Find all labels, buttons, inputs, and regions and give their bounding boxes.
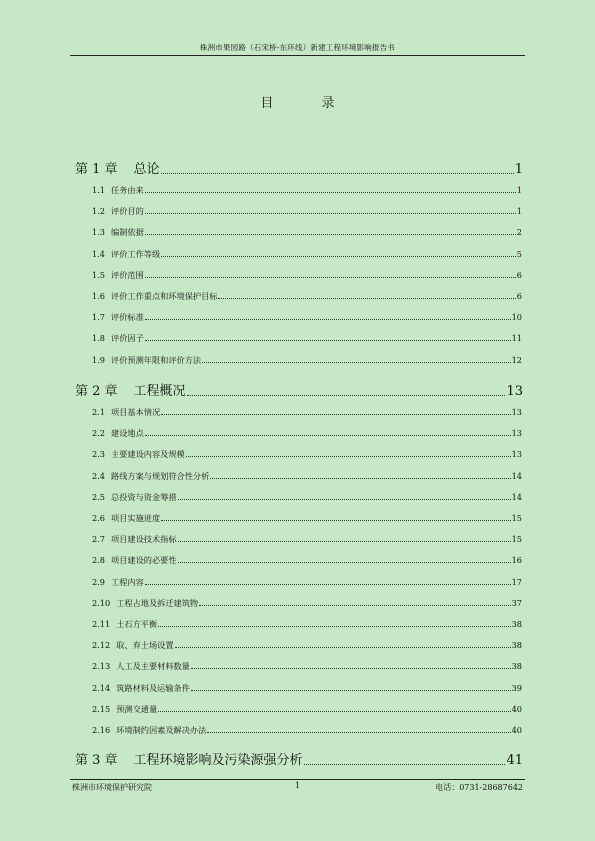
toc-leader-dots xyxy=(178,562,511,563)
toc-section-entry[interactable] xyxy=(92,704,522,715)
toc-entry-title: 工程概况 xyxy=(133,384,186,399)
toc-entry-page: 1 xyxy=(514,162,523,177)
toc-section-entry[interactable] xyxy=(92,513,522,524)
toc-leader-dots xyxy=(191,668,511,669)
toc-entry-label xyxy=(92,407,160,418)
toc-entry-number: 第 1 章 xyxy=(75,162,118,177)
toc-leader-dots xyxy=(145,340,511,341)
toc-entry-label xyxy=(92,492,177,503)
toc-leader-dots xyxy=(207,732,510,733)
toc-section-entry[interactable] xyxy=(92,492,522,503)
toc-entry-page: 14 xyxy=(511,491,522,502)
toc-entry-label xyxy=(92,449,185,460)
toc-entry-label xyxy=(92,555,177,566)
toc-entry-title: 项目建设技术指标 xyxy=(111,534,177,545)
toc-section-entry[interactable] xyxy=(92,640,522,651)
toc-entry-page: 1 xyxy=(516,185,522,195)
toc-entry-number: 2.13 xyxy=(92,661,111,672)
toc-section-entry[interactable] xyxy=(92,312,522,323)
toc-entry-number: 1.2 xyxy=(92,206,106,217)
toc-leader-dots xyxy=(187,395,506,396)
toc-entry-page: 5 xyxy=(516,248,522,259)
toc-section-entry[interactable] xyxy=(92,598,522,609)
toc-section-entry[interactable] xyxy=(92,428,522,439)
toc-leader-dots xyxy=(175,647,511,648)
toc-entry-number: 2.16 xyxy=(92,725,111,735)
toc-entry-title: 评价范围 xyxy=(111,269,144,280)
toc-entry-label xyxy=(92,428,144,439)
toc-section-entry[interactable] xyxy=(92,249,522,260)
toc-entry-title: 评价工作重点和环境保护目标 xyxy=(111,291,218,301)
toc-entry-number: 2.3 xyxy=(92,449,106,460)
footer-rule xyxy=(70,779,525,780)
toc-leader-dots xyxy=(158,626,510,627)
toc-leader-dots xyxy=(210,478,510,479)
toc-section-entry[interactable] xyxy=(92,619,522,630)
toc-section-entry[interactable] xyxy=(92,185,522,196)
toc-leader-dots xyxy=(145,277,516,278)
toc-entry-title: 项目基本情况 xyxy=(111,407,161,417)
toc-section-entry[interactable] xyxy=(92,227,522,238)
toc-entry-page: 15 xyxy=(511,534,522,545)
toc-section-entry[interactable] xyxy=(92,333,522,344)
toc-entry-label xyxy=(92,206,144,217)
toc-entry-title: 主要建设内容及规模 xyxy=(111,449,185,460)
toc-entry-title: 项目实施进度 xyxy=(111,513,161,523)
toc-entry-title: 总投资与资金筹措 xyxy=(111,491,177,502)
toc-entry-title: 预测交通量 xyxy=(116,703,158,714)
footer-phone: 电话：0731-28687642 xyxy=(435,783,523,792)
toc-entry-label xyxy=(92,471,209,482)
footer-organization: 株洲市环境保护研究院 xyxy=(72,783,152,792)
toc-section-entry[interactable] xyxy=(92,355,522,366)
toc-section-entry[interactable] xyxy=(92,661,522,672)
toc-section-entry[interactable] xyxy=(92,407,522,418)
toc-entry-title: 人工及主要材料数量 xyxy=(116,661,190,672)
toc-entry-label xyxy=(92,270,144,281)
toc-entry-number: 2.5 xyxy=(92,491,106,502)
toc-entry-label xyxy=(92,661,190,672)
toc-leader-dots xyxy=(145,319,511,320)
toc-entry-page: 13 xyxy=(506,384,523,399)
toc-entry-page: 38 xyxy=(511,619,522,629)
toc-section-entry[interactable] xyxy=(92,449,522,460)
toc-entry-label xyxy=(92,333,144,344)
toc-entry-title: 任务由来 xyxy=(111,185,144,195)
toc-leader-dots xyxy=(145,192,516,193)
header-rule xyxy=(70,55,525,56)
toc-entry-number: 1.8 xyxy=(92,333,106,344)
toc-entry-label xyxy=(75,380,186,399)
toc-entry-page: 13 xyxy=(511,428,522,439)
toc-entry-number: 2.15 xyxy=(92,703,111,714)
toc-entry-number: 2.6 xyxy=(92,513,106,523)
toc-entry-label xyxy=(92,534,177,545)
toc-entry-title: 工程占地及拆迁建筑物 xyxy=(116,597,199,608)
toc-entry-title: 评价标准 xyxy=(111,312,144,323)
toc-entry-page: 37 xyxy=(511,597,522,608)
toc-section-entry[interactable] xyxy=(92,206,522,217)
toc-title xyxy=(0,92,595,111)
toc-entry-number: 1.5 xyxy=(92,269,106,280)
toc-leader-dots xyxy=(145,435,511,436)
toc-entry-page: 6 xyxy=(516,291,522,301)
toc-section-entry[interactable] xyxy=(92,725,522,736)
toc-entry-title: 评价目的 xyxy=(111,206,144,217)
toc-section-entry[interactable] xyxy=(92,577,522,588)
toc-entry-title: 工程环境影响及污染源强分析 xyxy=(133,753,303,768)
toc-leader-dots xyxy=(161,173,514,174)
toc-entry-title: 工程内容 xyxy=(111,576,144,587)
toc-section-entry[interactable] xyxy=(92,270,522,281)
toc-entry-number: 1.7 xyxy=(92,312,106,323)
toc-leader-dots xyxy=(202,362,510,363)
toc-section-entry[interactable] xyxy=(92,291,522,302)
toc-entry-number: 1.1 xyxy=(92,185,106,195)
toc-section-entry[interactable] xyxy=(92,534,522,545)
toc-entry-page: 6 xyxy=(516,269,522,280)
toc-entry-page: 38 xyxy=(511,640,522,651)
toc-leader-dots xyxy=(178,499,511,500)
toc-entry-page: 17 xyxy=(511,576,522,587)
toc-entry-number: 1.4 xyxy=(92,248,106,259)
toc-entry-label xyxy=(92,704,157,715)
toc-entry-page: 41 xyxy=(506,753,523,768)
toc-section-entry[interactable] xyxy=(92,471,522,482)
toc-entry-title: 评价预测年限和评价方法 xyxy=(111,354,202,365)
toc-leader-dots xyxy=(145,584,511,585)
toc-entry-page: 40 xyxy=(511,703,522,714)
toc-entry-label xyxy=(92,577,144,588)
toc-entry-label xyxy=(92,291,217,302)
toc-entry-page: 13 xyxy=(511,449,522,460)
toc-entry-page: 39 xyxy=(511,682,522,693)
toc-entry-label xyxy=(92,185,144,196)
toc-entry-number: 2.14 xyxy=(92,682,111,693)
toc-entry-title: 编制依据 xyxy=(111,227,144,238)
toc-entry-page: 2 xyxy=(516,227,522,238)
toc-entry-page: 1 xyxy=(516,206,522,217)
toc-entry-label xyxy=(92,513,160,524)
toc-entry-number: 2.9 xyxy=(92,576,106,587)
toc-leader-dots xyxy=(161,414,510,415)
toc-entry-label xyxy=(92,249,160,260)
toc-entry-number: 2.11 xyxy=(92,619,111,629)
toc-entry-page: 40 xyxy=(511,725,522,735)
toc-entry-label xyxy=(92,725,206,736)
toc-entry-page: 14 xyxy=(511,470,522,481)
toc-section-entry[interactable] xyxy=(92,683,522,694)
toc-entry-label xyxy=(92,227,144,238)
toc-entry-title: 土石方平衡 xyxy=(116,619,158,629)
header-title: 株洲市果园路（石宋桥-东环线）新建工程环境影响报告书 xyxy=(199,43,396,52)
toc-entry-title: 环境制约因素及解决办法 xyxy=(116,725,207,735)
toc-leader-dots xyxy=(304,764,506,765)
toc-entry-number: 1.9 xyxy=(92,354,106,365)
toc-entry-label xyxy=(75,749,303,768)
toc-entry-title: 评价工作等级 xyxy=(111,248,161,259)
toc-entry-number: 2.1 xyxy=(92,407,106,417)
toc-entry-number: 2.12 xyxy=(92,640,111,651)
toc-entry-number: 1.6 xyxy=(92,291,106,301)
toc-entry-label xyxy=(75,158,160,177)
toc-entry-label xyxy=(92,598,198,609)
toc-leader-dots xyxy=(158,711,510,712)
toc-entry-label xyxy=(92,683,190,694)
toc-entry-page: 38 xyxy=(511,661,522,672)
toc-entry-title: 评价因子 xyxy=(111,333,144,344)
toc-leader-dots xyxy=(218,298,515,299)
toc-leader-dots xyxy=(199,605,510,606)
toc-entry-number: 第 3 章 xyxy=(75,753,118,768)
toc-section-entry[interactable] xyxy=(92,555,522,566)
toc-entry-label xyxy=(92,312,144,323)
toc-entry-title: 建设地点 xyxy=(111,428,144,439)
toc-leader-dots xyxy=(178,541,511,542)
toc-leader-dots xyxy=(145,234,516,235)
toc-leader-dots xyxy=(161,520,510,521)
toc-title-text: 目 录 xyxy=(260,96,357,111)
toc-entry-title: 筑路材料及运输条件 xyxy=(116,682,190,693)
footer-page-number: 1 xyxy=(294,781,301,790)
toc-leader-dots xyxy=(191,690,511,691)
toc-entry-title: 总论 xyxy=(133,162,160,177)
toc-entry-number: 2.8 xyxy=(92,555,106,566)
toc-leader-dots xyxy=(145,213,516,214)
toc-entry-title: 路线方案与规划符合性分析 xyxy=(111,470,210,481)
toc-entry-label xyxy=(92,619,157,630)
toc-entry-page: 10 xyxy=(511,312,522,323)
toc-entry-title: 项目建设的必要性 xyxy=(111,555,177,566)
toc-entry-page: 16 xyxy=(511,555,522,566)
toc-chapter-entry[interactable] xyxy=(75,380,523,399)
toc-chapter-entry[interactable] xyxy=(75,749,523,768)
toc-entry-page: 15 xyxy=(511,513,522,523)
toc-entry-page: 13 xyxy=(511,407,522,417)
toc-entry-number: 2.4 xyxy=(92,470,106,481)
toc-chapter-entry[interactable] xyxy=(75,158,523,177)
toc-entry-page: 11 xyxy=(511,333,522,344)
toc-entry-label xyxy=(92,355,201,366)
toc-entry-number: 第 2 章 xyxy=(75,384,118,399)
toc-entry-label xyxy=(92,640,174,651)
toc-leader-dots xyxy=(161,256,516,257)
toc-entry-number: 2.10 xyxy=(92,597,111,608)
toc-leader-dots xyxy=(186,456,511,457)
toc-entry-number: 2.7 xyxy=(92,534,106,545)
toc-entry-page: 12 xyxy=(511,354,522,365)
toc-entry-number: 2.2 xyxy=(92,428,106,439)
toc-entry-number: 1.3 xyxy=(92,227,106,238)
toc-entry-title: 取、弃土场设置 xyxy=(116,640,174,651)
